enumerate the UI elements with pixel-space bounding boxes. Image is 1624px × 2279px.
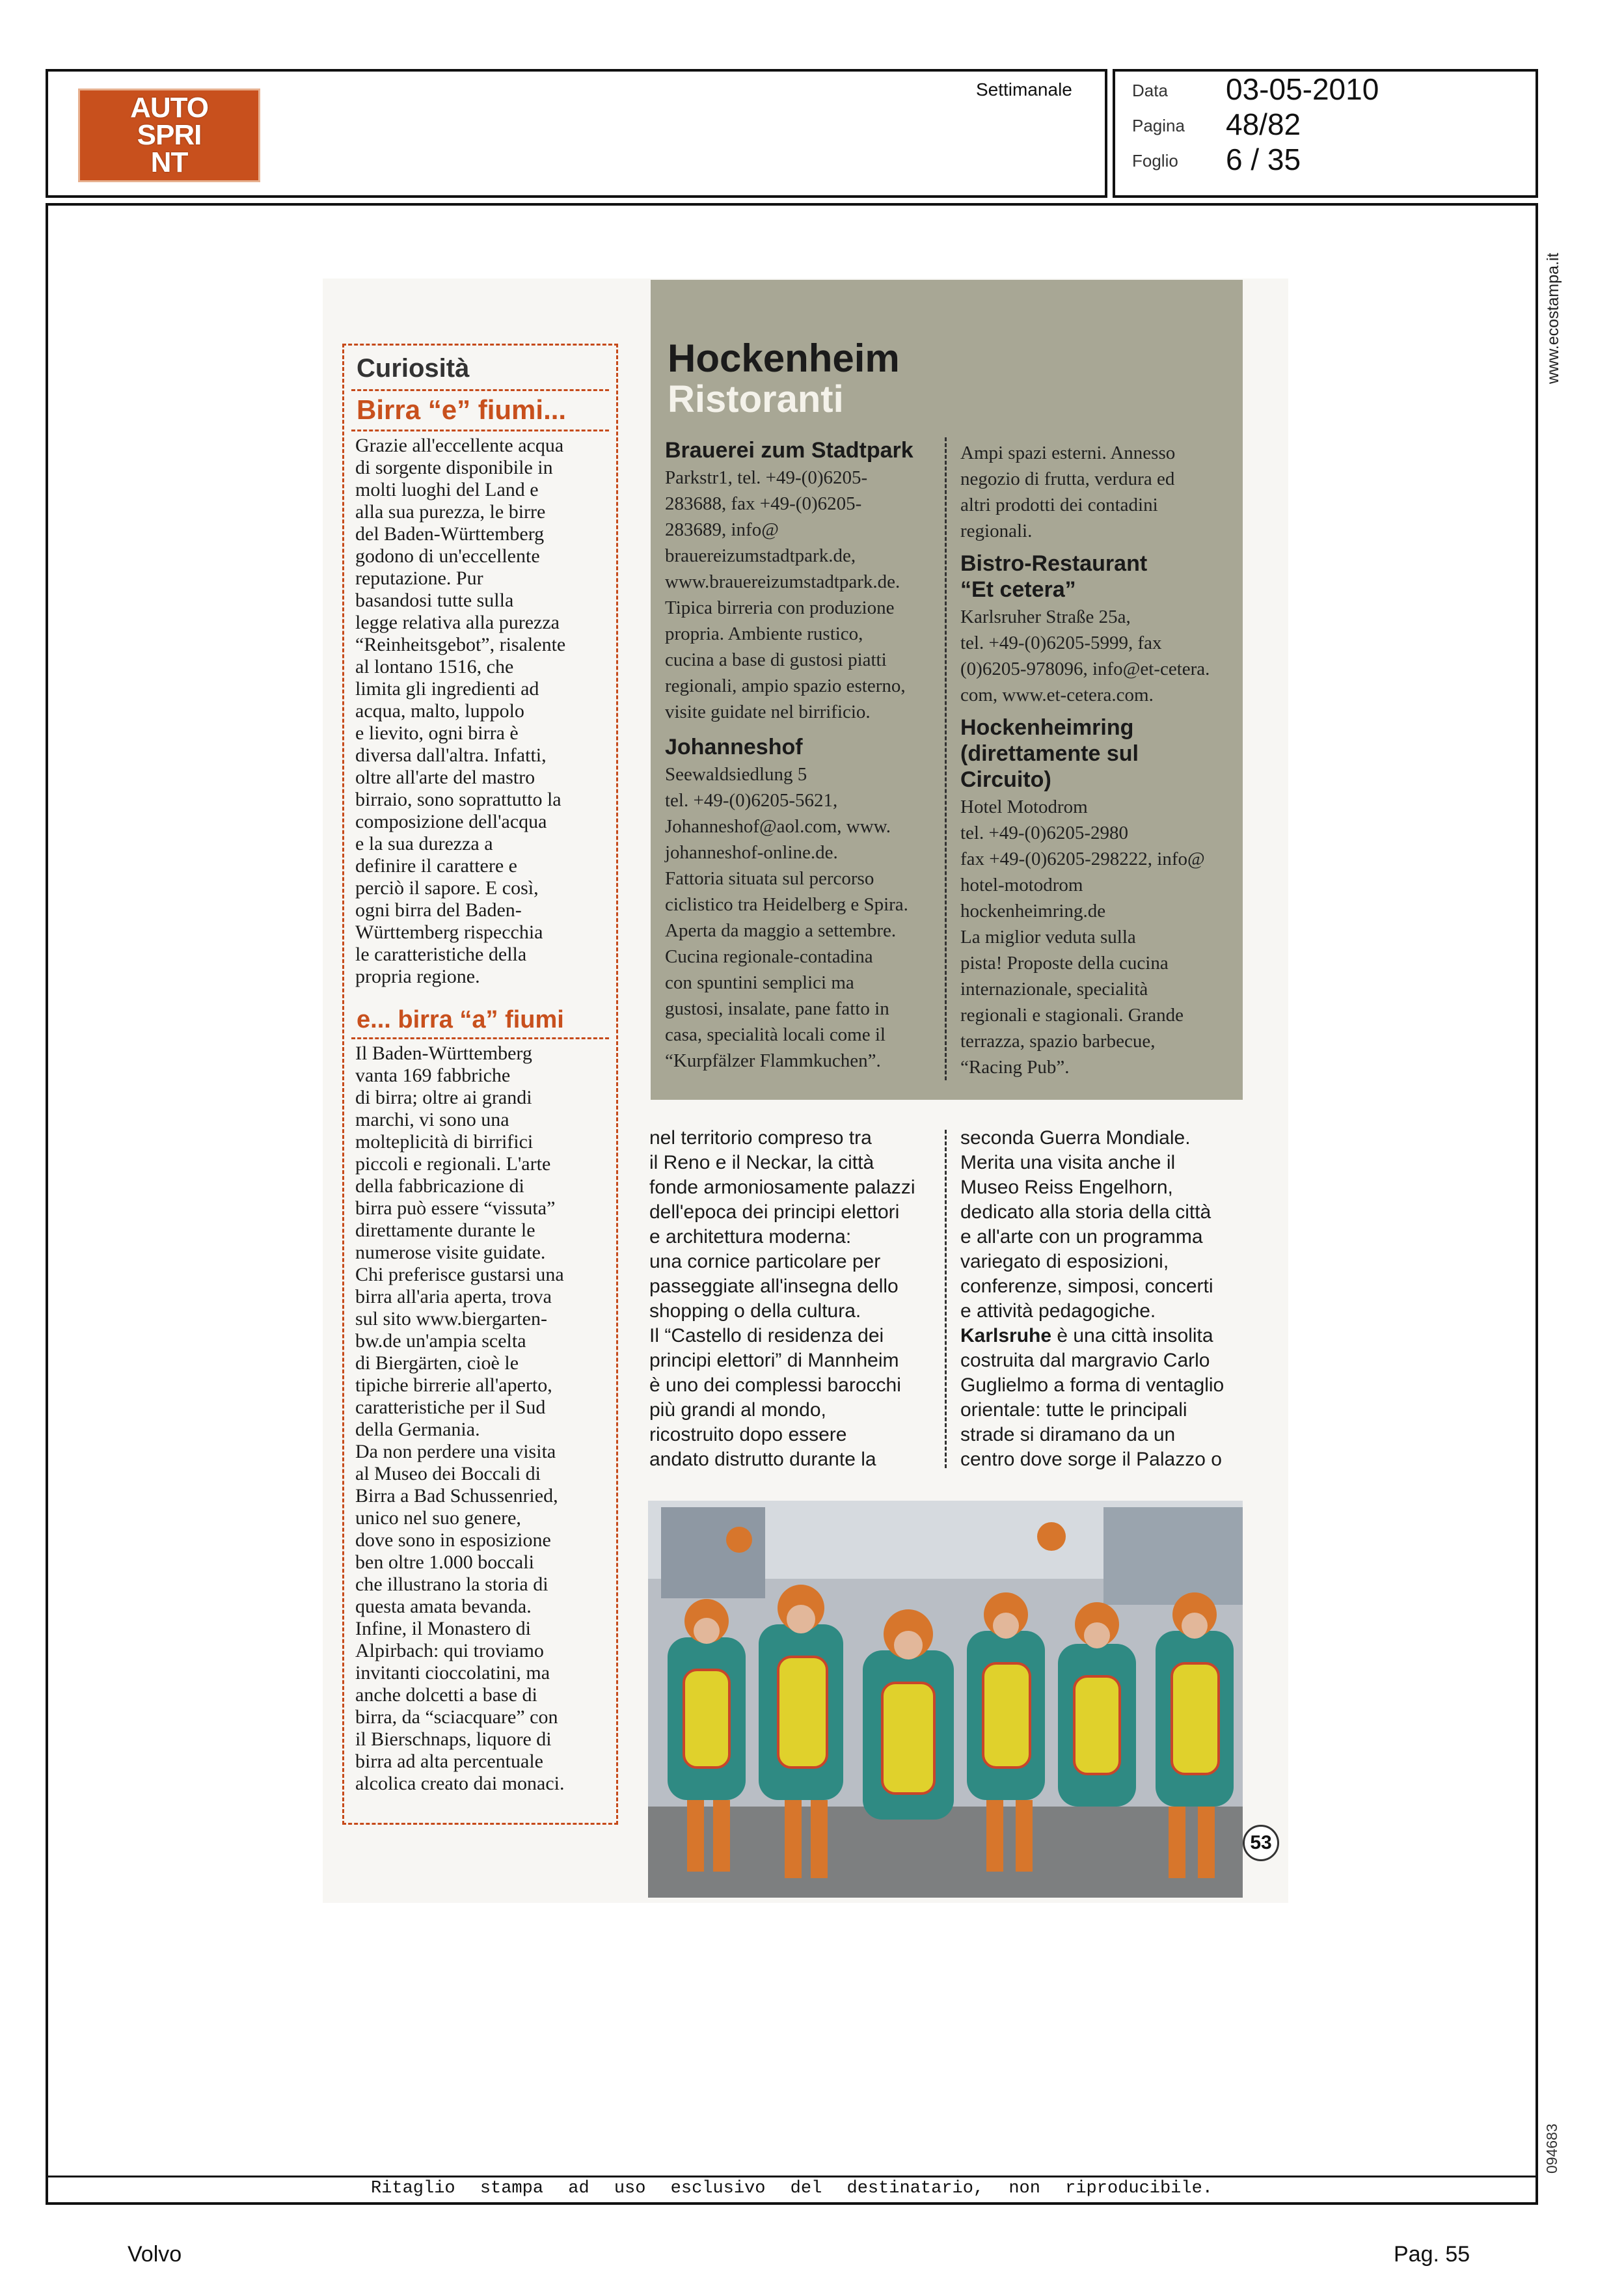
logo-line-3: NT [150,146,188,178]
autosprint-logo [78,89,260,182]
ristoranti-title: Hockenheim [668,336,900,380]
curiosita-divider [351,389,609,391]
venue-johanneshof-text: Seewaldsiedlung 5 tel. +49-(0)6205-5621, Johanneshof@aol.com, www. johanneshof-online.de. Fattoria situata sul percorso ciclistico tra Heidelberg e Spira. Aperta da maggio a settembre. Cucina regionale-contadina con spuntini semplici ma gustosi, insalate, pane fatto in casa, specialità locali come il “Kurpfälzer Flammkuchen”. [665,764,908,1071]
venue-brauerei-text: Parkstr1, tel. +49-(0)6205- 283688, fax +49-(0)6205- 283689, info@ brauereizumstadtpark.de, www.brauereizumstadtpark.de. Tipica birreria con produzione propria. Ambiente rustico, cucina a base di gustosi piatti regionali, ampio spazio esterno, visite guidate nel birrificio. [665,467,906,722]
logo-line-2: SPRI [137,119,202,151]
article-column-2-a: seconda Guerra Mondiale. Merita una visita anche il Museo Reiss Engelhorn, dedicato alla storia della città e all'arte con un programma variegato di esposizioni, conferenze, simposi, concerti e attività pedagogiche. [960,1127,1213,1322]
client-name: Volvo [128,2242,182,2267]
venue-johanneshof-name: Johanneshof [665,735,803,759]
side-code: 094683 [1543,2123,1560,2174]
curiosita-title-1: Birra “e” fiumi... [357,394,567,425]
meta-value-foglio: 6 / 35 [1226,143,1301,176]
footer-notice: Ritaglio stampa ad uso esclusivo del destinatario, non riproducibile. [371,2179,1213,2198]
periodicity: Settimanale [976,79,1072,100]
article-column-2-b: è una città insolita costruita dal margravio Carlo Guglielmo a forma di ventaglio orientale: tutte le principali strade si diramano da un centro dove sorge il Palazzo o [960,1325,1225,1470]
logo-line-1: AUTO [130,92,208,124]
column-divider [945,1130,947,1468]
curiosita-divider [351,430,609,431]
curiosita-text-1: Grazie all'eccellente acqua di sorgente disponibile in molti luoghi del Land e alla sua purezza, le birre del Baden-Württemberg godono di un'eccellente reputazione. Pur basandosi tutte sulla legge relativa alla purezza “Reinheitsgebot”, risalente al lontano 1516, che limita gli ingredienti ad acqua, malto, luppolo e lievito, ogni birra è diversa dall'altra. Infatti, oltre all'arte del mastro birraio, sono soprattutto la composizione dell'acqua e la sua durezza a definire il carattere e perciò il sapore. E così, ogni birra del Baden- Württemberg rispecchia le caratteristiche della propria regione. [355,435,566,987]
venue-etcetera-name: Bistro-Restaurant “Et cetera” [960,551,1148,602]
footer-divider [48,2176,1536,2177]
ristoranti-subtitle: Ristoranti [668,378,844,420]
curiosita-divider [351,1037,609,1039]
venue-hockenheimring-name: Hockenheimring (direttamente sul Circuito) [960,715,1139,792]
meta-label-pagina: Pagina [1132,116,1185,135]
karlsruhe-bold: Karlsruhe [960,1325,1052,1346]
curiosita-text-2: Il Baden-Württemberg vanta 169 fabbriche di birra; oltre ai grandi marchi, vi sono una molteplicità di birrifici piccoli e regionali. L'arte della fabbricazione di birra può essere “vissuta” direttamente durante le numerose visite guidate. Chi preferisce gustarsi una birra all'aria aperta, trova sul sito www.biergarten- bw.de un'ampia scelta di Biergärten, cioè le tipiche birrerie all'aperto, caratteristiche per il Sud della Germania. Da non perdere una visita al Museo dei Boccali di Birra a Bad Schussenried, unico nel suo genere, dove sono in esposizione ben oltre 1.000 boccali che illustrano la storia di questa amata bevanda. Infine, il Monastero di Alpirbach: qui troviamo invitanti cioccolatini, ma anche dolcetti a base di birra, da “sciacquare” con il Bierschnaps, liquore di birra ad alta percentuale alcolica creato dai monaci. [355,1043,565,1794]
side-url: www.ecostampa.it [1544,252,1562,384]
venue-brauerei-name: Brauerei zum Stadtpark [665,438,914,463]
article-column-1: nel territorio compreso tra il Reno e il Neckar, la città fonde armoniosamente palazzi dell'epoca dei principi elettori e architettura moderna: una cornice particolare per passeggiate all'insegna dello shopping o della cultura. Il “Castello di residenza dei principi elettori” di Mannheim è uno dei complessi barocchi più grandi al mondo, ricostruito dopo essere andato distrutto durante la [649,1127,915,1470]
carnival-photo [648,1501,1243,1898]
venue-etcetera-text: Karlsruher Straße 25a, tel. +49-(0)6205-5999, fax (0)6205-978096, info@et-cetera. com, www.et-cetera.com. [960,607,1210,705]
meta-value-data: 03-05-2010 [1226,72,1379,106]
venue-johanneshof-cont: Ampi spazi esterni. Annesso negozio di frutta, verdura ed altri prodotti dei contadini regionali. [960,443,1176,541]
meta-value-pagina: 48/82 [1226,107,1301,141]
meta-label-data: Data [1132,81,1168,100]
panel-divider [945,437,947,1080]
curiosita-label: Curiosità [357,354,470,383]
meta-label-foglio: Foglio [1132,151,1178,171]
article-column-2 [960,1126,1247,1472]
page-label: Pag. 55 [1394,2242,1470,2267]
venue-hockenheimring-text: Hotel Motodrom tel. +49-(0)6205-2980 fax +49-(0)6205-298222, info@ hotel-motodrom hockenheimring.de La miglior veduta sulla pista! Proposte della cucina internazionale, specialità regionali e stagionali. Grande terrazza, spazio barbecue, “Racing Pub”. [960,797,1205,1078]
magazine-page-number: 53 [1243,1825,1279,1861]
curiosita-title-2: e... birra “a” fiumi [357,1006,564,1033]
